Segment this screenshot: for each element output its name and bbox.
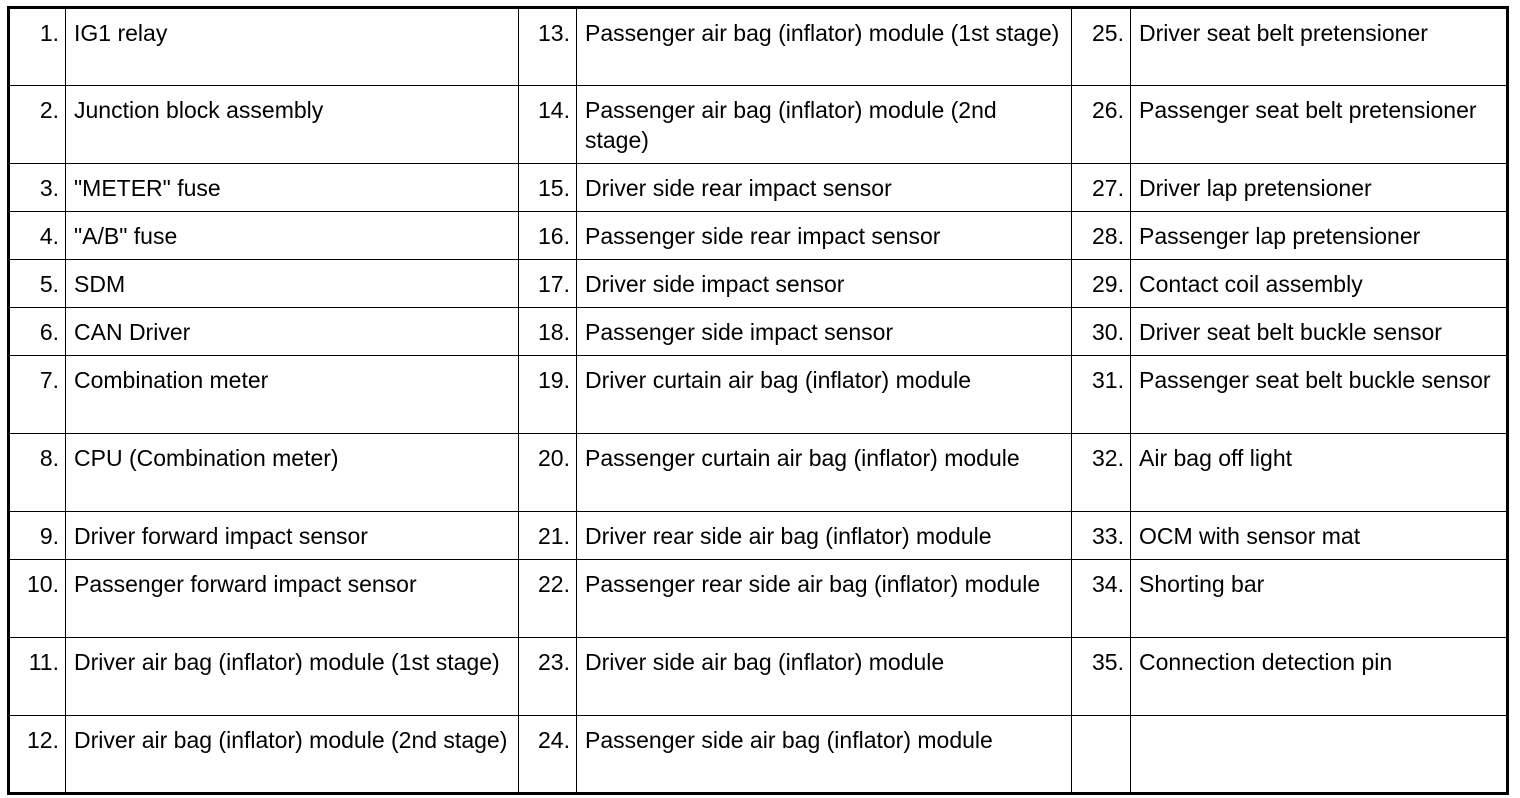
item-label: Driver air bag (inflator) module (1st stage): [66, 638, 519, 716]
table-row: [9, 716, 1508, 794]
item-number: 5.: [9, 260, 66, 308]
item-number: 24.: [519, 716, 577, 794]
item-number: 14.: [519, 86, 577, 164]
table-row: [9, 512, 1508, 560]
item-label: Driver air bag (inflator) module (2nd stage): [66, 716, 519, 794]
item-label: Driver side impact sensor: [577, 260, 1072, 308]
item-number: 11.: [9, 638, 66, 716]
table-row: [9, 356, 1508, 434]
table-row: [9, 308, 1508, 356]
item-number: 10.: [9, 560, 66, 638]
item-label: Passenger seat belt buckle sensor: [1131, 356, 1508, 434]
item-number: 26.: [1072, 86, 1131, 164]
item-number: 2.: [9, 86, 66, 164]
item-label: Passenger rear side air bag (inflator) module: [577, 560, 1072, 638]
item-number: 20.: [519, 434, 577, 512]
item-number: 13.: [519, 8, 577, 86]
table-row: [9, 434, 1508, 512]
item-label: Air bag off light: [1131, 434, 1508, 512]
item-label: Driver side air bag (inflator) module: [577, 638, 1072, 716]
item-label: Junction block assembly: [66, 86, 519, 164]
empty-cell: [1131, 716, 1508, 794]
item-number: 16.: [519, 212, 577, 260]
item-number: 35.: [1072, 638, 1131, 716]
table-row: [9, 638, 1508, 716]
item-label: Passenger seat belt pretensioner: [1131, 86, 1508, 164]
item-number: 30.: [1072, 308, 1131, 356]
item-number: 1.: [9, 8, 66, 86]
item-label: Connection detection pin: [1131, 638, 1508, 716]
item-number: 29.: [1072, 260, 1131, 308]
empty-cell: [1072, 716, 1131, 794]
item-number: 28.: [1072, 212, 1131, 260]
item-label: "METER" fuse: [66, 164, 519, 212]
item-label: Driver forward impact sensor: [66, 512, 519, 560]
item-label: Passenger side impact sensor: [577, 308, 1072, 356]
item-label: "A/B" fuse: [66, 212, 519, 260]
item-number: 25.: [1072, 8, 1131, 86]
table-row: [9, 212, 1508, 260]
item-number: 12.: [9, 716, 66, 794]
item-number: 7.: [9, 356, 66, 434]
item-number: 21.: [519, 512, 577, 560]
table-row: [9, 560, 1508, 638]
item-number: 32.: [1072, 434, 1131, 512]
item-number: 18.: [519, 308, 577, 356]
item-number: 4.: [9, 212, 66, 260]
item-number: 23.: [519, 638, 577, 716]
item-label: CAN Driver: [66, 308, 519, 356]
item-label: Driver seat belt pretensioner: [1131, 8, 1508, 86]
table-row: [9, 86, 1508, 164]
item-number: 8.: [9, 434, 66, 512]
item-number: 34.: [1072, 560, 1131, 638]
item-label: IG1 relay: [66, 8, 519, 86]
item-label: Passenger lap pretensioner: [1131, 212, 1508, 260]
table-row: [9, 260, 1508, 308]
item-number: 27.: [1072, 164, 1131, 212]
item-label: OCM with sensor mat: [1131, 512, 1508, 560]
item-label: Driver curtain air bag (inflator) module: [577, 356, 1072, 434]
component-legend-table: [7, 6, 1509, 795]
item-label: Driver rear side air bag (inflator) module: [577, 512, 1072, 560]
item-label: Driver side rear impact sensor: [577, 164, 1072, 212]
item-label: Contact coil assembly: [1131, 260, 1508, 308]
item-label: SDM: [66, 260, 519, 308]
item-number: 31.: [1072, 356, 1131, 434]
item-label: CPU (Combination meter): [66, 434, 519, 512]
item-number: 9.: [9, 512, 66, 560]
item-number: 33.: [1072, 512, 1131, 560]
item-label: Passenger side air bag (inflator) module: [577, 716, 1072, 794]
item-label: Driver seat belt buckle sensor: [1131, 308, 1508, 356]
item-number: 6.: [9, 308, 66, 356]
item-label: Combination meter: [66, 356, 519, 434]
item-label: Passenger curtain air bag (inflator) module: [577, 434, 1072, 512]
item-label: Passenger air bag (inflator) module (1st stage): [577, 8, 1072, 86]
table-row: [9, 8, 1508, 86]
item-number: 3.: [9, 164, 66, 212]
item-number: 19.: [519, 356, 577, 434]
item-number: 22.: [519, 560, 577, 638]
item-label: Passenger side rear impact sensor: [577, 212, 1072, 260]
item-number: 15.: [519, 164, 577, 212]
table-row: [9, 164, 1508, 212]
item-label: Shorting bar: [1131, 560, 1508, 638]
item-label: Passenger forward impact sensor: [66, 560, 519, 638]
item-number: 17.: [519, 260, 577, 308]
item-label: Passenger air bag (inflator) module (2nd stage): [577, 86, 1072, 164]
item-label: Driver lap pretensioner: [1131, 164, 1508, 212]
